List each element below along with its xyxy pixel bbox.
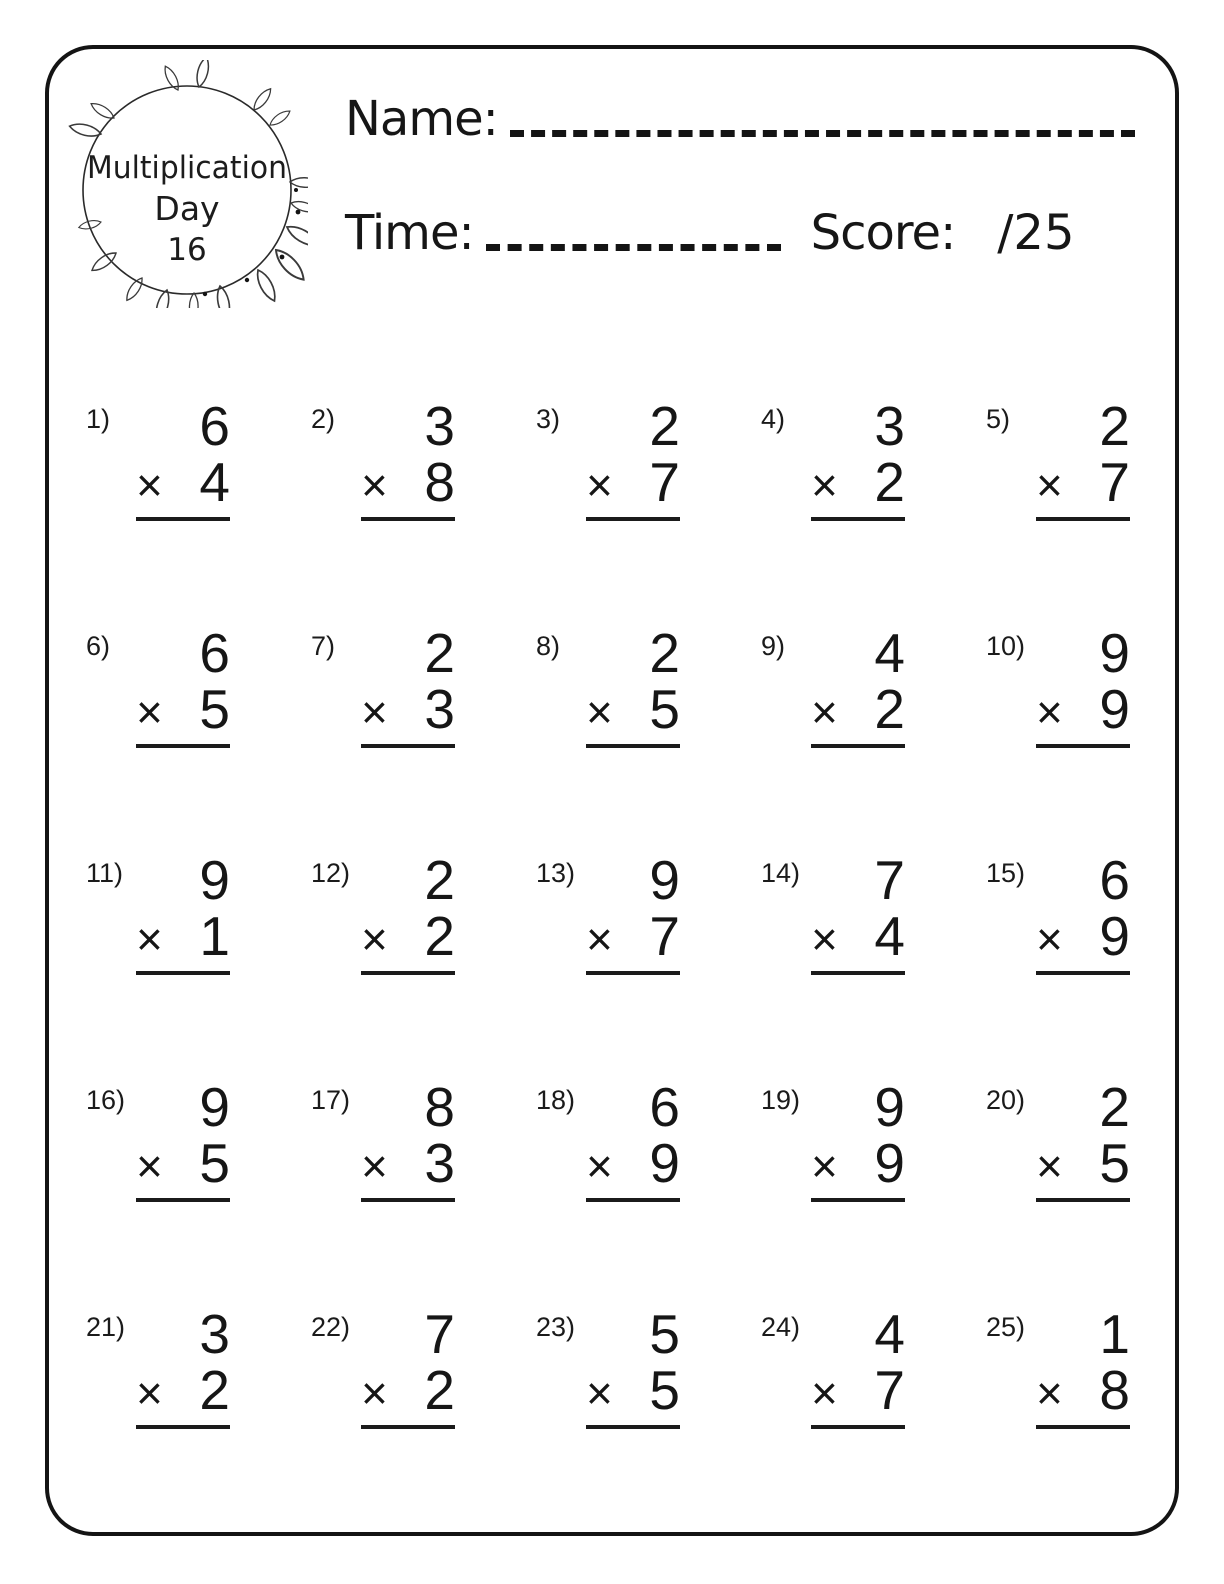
- time-writing-line: [486, 244, 781, 251]
- top-operand: 2: [1099, 1076, 1130, 1138]
- problem-cell: [80, 1300, 305, 1527]
- multiply-sign: ×: [586, 1140, 613, 1193]
- answer-line: [136, 971, 230, 975]
- bottom-operand: 9: [1099, 678, 1130, 741]
- multiply-sign: ×: [361, 459, 388, 512]
- logo-title-line2: Day: [154, 189, 220, 228]
- problem-cell: [755, 619, 980, 846]
- logo-title-line1: Multiplication: [87, 150, 287, 186]
- top-operand: 9: [199, 849, 230, 911]
- problem-cell: [305, 392, 530, 619]
- problem-cell: [80, 619, 305, 846]
- problem-body: [811, 849, 905, 975]
- problem-number: 10): [986, 631, 1026, 661]
- answer-line: [1036, 1425, 1130, 1429]
- bottom-operand: 5: [1099, 1132, 1130, 1195]
- multiply-sign: ×: [811, 459, 838, 512]
- problem-body: [1036, 395, 1130, 521]
- top-operand: 6: [199, 395, 230, 457]
- answer-line: [136, 1425, 230, 1429]
- problem-number: 13): [536, 858, 576, 888]
- bottom-operand: 2: [874, 678, 905, 741]
- answer-line: [586, 744, 680, 748]
- bottom-operand: 2: [424, 1359, 455, 1422]
- problem-body: [586, 1076, 680, 1202]
- multiply-sign: ×: [811, 1367, 838, 1420]
- time-score-row: [345, 206, 1135, 261]
- top-operand: 2: [424, 849, 455, 911]
- problem-cell: [980, 846, 1205, 1073]
- problem-number: 22): [311, 1312, 351, 1342]
- answer-line: [811, 744, 905, 748]
- problem-body: [1036, 1303, 1130, 1429]
- top-operand: 3: [874, 395, 905, 457]
- bottom-operand: 8: [424, 451, 455, 514]
- top-operand: 3: [199, 1303, 230, 1365]
- multiply-sign: ×: [1036, 1140, 1063, 1193]
- problem-body: [586, 395, 680, 521]
- bottom-operand: 2: [199, 1359, 230, 1422]
- name-row: [345, 92, 1135, 147]
- bottom-operand: 9: [874, 1132, 905, 1195]
- bottom-operand: 3: [424, 1132, 455, 1195]
- problem-number: 11): [86, 858, 124, 888]
- problem-body: [811, 622, 905, 748]
- problem-number: 16): [86, 1085, 126, 1115]
- multiply-sign: ×: [586, 686, 613, 739]
- bottom-operand: 8: [1099, 1359, 1130, 1422]
- multiply-sign: ×: [1036, 686, 1063, 739]
- problem-body: [1036, 849, 1130, 975]
- top-operand: 2: [424, 622, 455, 684]
- multiply-sign: ×: [1036, 913, 1063, 966]
- answer-line: [361, 517, 455, 521]
- top-operand: 5: [649, 1303, 680, 1365]
- problem-cell: [80, 392, 305, 619]
- top-operand: 9: [199, 1076, 230, 1138]
- problem-cell: [305, 619, 530, 846]
- problem-number: 25): [986, 1312, 1026, 1342]
- problem-body: [586, 1303, 680, 1429]
- answer-line: [1036, 744, 1130, 748]
- top-operand: 7: [874, 849, 905, 911]
- bottom-operand: 5: [649, 678, 680, 741]
- bottom-operand: 1: [199, 905, 230, 968]
- problem-number: 4): [761, 404, 786, 434]
- multiply-sign: ×: [586, 913, 613, 966]
- problem-cell: [305, 846, 530, 1073]
- problem-number: 1): [86, 404, 111, 434]
- answer-line: [136, 517, 230, 521]
- multiply-sign: ×: [361, 1140, 388, 1193]
- problem-body: [586, 849, 680, 975]
- bottom-operand: 9: [1099, 905, 1130, 968]
- answer-line: [136, 1198, 230, 1202]
- multiply-sign: ×: [1036, 459, 1063, 512]
- multiply-sign: ×: [361, 686, 388, 739]
- problem-body: [811, 395, 905, 521]
- problem-number: 14): [761, 858, 801, 888]
- multiply-sign: ×: [361, 913, 388, 966]
- top-operand: 4: [874, 1303, 905, 1365]
- wreath-icon: [68, 60, 308, 308]
- problem-cell: [755, 392, 980, 619]
- name-writing-line: [510, 130, 1135, 137]
- problem-cell: [980, 1300, 1205, 1527]
- multiply-sign: ×: [136, 1140, 163, 1193]
- problem-body: [361, 1303, 455, 1429]
- problem-cell: [980, 619, 1205, 846]
- problem-body: [1036, 622, 1130, 748]
- top-operand: 7: [424, 1303, 455, 1365]
- problem-body: [361, 622, 455, 748]
- answer-line: [811, 517, 905, 521]
- problem-cell: [305, 1300, 530, 1527]
- problem-cell: [80, 1073, 305, 1300]
- problem-number: 23): [536, 1312, 576, 1342]
- problem-number: 5): [986, 404, 1011, 434]
- score-label: Score:: [810, 205, 956, 261]
- problem-number: 17): [311, 1085, 351, 1115]
- bottom-operand: 4: [874, 905, 905, 968]
- problem-body: [136, 395, 230, 521]
- multiply-sign: ×: [136, 1367, 163, 1420]
- bottom-operand: 7: [1099, 451, 1130, 514]
- multiply-sign: ×: [811, 913, 838, 966]
- problem-number: 19): [761, 1085, 801, 1115]
- bottom-operand: 2: [424, 905, 455, 968]
- problem-cell: [305, 1073, 530, 1300]
- answer-line: [361, 971, 455, 975]
- answer-line: [361, 1425, 455, 1429]
- problem-number: 2): [311, 404, 336, 434]
- top-operand: 2: [649, 622, 680, 684]
- multiply-sign: ×: [136, 913, 163, 966]
- bottom-operand: 3: [424, 678, 455, 741]
- logo-title-line3: 16: [167, 232, 207, 268]
- multiply-sign: ×: [136, 686, 163, 739]
- problem-number: 6): [86, 631, 111, 661]
- multiply-sign: ×: [811, 1140, 838, 1193]
- answer-line: [811, 971, 905, 975]
- problem-body: [136, 1076, 230, 1202]
- problem-number: 18): [536, 1085, 576, 1115]
- problem-cell: [980, 392, 1205, 619]
- problem-body: [361, 395, 455, 521]
- top-operand: 9: [874, 1076, 905, 1138]
- problem-cell: [530, 619, 755, 846]
- problem-number: 20): [986, 1085, 1026, 1115]
- bottom-operand: 5: [199, 678, 230, 741]
- problem-body: [811, 1076, 905, 1202]
- top-operand: 4: [874, 622, 905, 684]
- answer-line: [361, 1198, 455, 1202]
- top-operand: 9: [649, 849, 680, 911]
- answer-line: [811, 1425, 905, 1429]
- bottom-operand: 5: [199, 1132, 230, 1195]
- answer-line: [1036, 517, 1130, 521]
- answer-line: [811, 1198, 905, 1202]
- answer-line: [1036, 1198, 1130, 1202]
- score-value: /25: [997, 205, 1075, 261]
- top-operand: 9: [1099, 622, 1130, 684]
- multiply-sign: ×: [361, 1367, 388, 1420]
- bottom-operand: 5: [649, 1359, 680, 1422]
- top-operand: 3: [424, 395, 455, 457]
- top-operand: 1: [1099, 1303, 1130, 1365]
- top-operand: 6: [649, 1076, 680, 1138]
- problem-cell: [530, 1073, 755, 1300]
- answer-line: [586, 971, 680, 975]
- bottom-operand: 2: [874, 451, 905, 514]
- answer-line: [586, 1425, 680, 1429]
- bottom-operand: 7: [649, 905, 680, 968]
- time-label: Time:: [345, 205, 474, 261]
- answer-line: [361, 744, 455, 748]
- problem-body: [136, 622, 230, 748]
- problem-cell: [755, 846, 980, 1073]
- problem-body: [136, 1303, 230, 1429]
- answer-line: [1036, 971, 1130, 975]
- answer-line: [136, 744, 230, 748]
- problem-body: [361, 1076, 455, 1202]
- name-label: Name:: [345, 91, 498, 147]
- answer-line: [586, 1198, 680, 1202]
- problem-cell: [980, 1073, 1205, 1300]
- problem-cell: [80, 846, 305, 1073]
- top-operand: 6: [1099, 849, 1130, 911]
- problem-body: [586, 622, 680, 748]
- top-operand: 6: [199, 622, 230, 684]
- problem-number: 24): [761, 1312, 801, 1342]
- problem-number: 21): [86, 1312, 126, 1342]
- problem-body: [1036, 1076, 1130, 1202]
- multiply-sign: ×: [811, 686, 838, 739]
- multiply-sign: ×: [586, 459, 613, 512]
- problem-body: [136, 849, 230, 975]
- problems-grid: [80, 392, 1205, 1527]
- problem-number: 3): [536, 404, 561, 434]
- problem-number: 7): [311, 631, 336, 661]
- multiply-sign: ×: [136, 459, 163, 512]
- problem-number: 9): [761, 631, 786, 661]
- bottom-operand: 4: [199, 451, 230, 514]
- multiply-sign: ×: [1036, 1367, 1063, 1420]
- problem-number: 8): [536, 631, 561, 661]
- top-operand: 2: [1099, 395, 1130, 457]
- problem-body: [361, 849, 455, 975]
- bottom-operand: 7: [874, 1359, 905, 1422]
- bottom-operand: 9: [649, 1132, 680, 1195]
- problem-cell: [755, 1300, 980, 1527]
- problem-body: [811, 1303, 905, 1429]
- multiply-sign: ×: [586, 1367, 613, 1420]
- bottom-operand: 7: [649, 451, 680, 514]
- top-operand: 2: [649, 395, 680, 457]
- top-operand: 8: [424, 1076, 455, 1138]
- problem-number: 12): [311, 858, 351, 888]
- answer-line: [586, 517, 680, 521]
- problem-cell: [755, 1073, 980, 1300]
- problem-cell: [530, 846, 755, 1073]
- problem-cell: [530, 1300, 755, 1527]
- problem-number: 15): [986, 858, 1026, 888]
- problem-cell: [530, 392, 755, 619]
